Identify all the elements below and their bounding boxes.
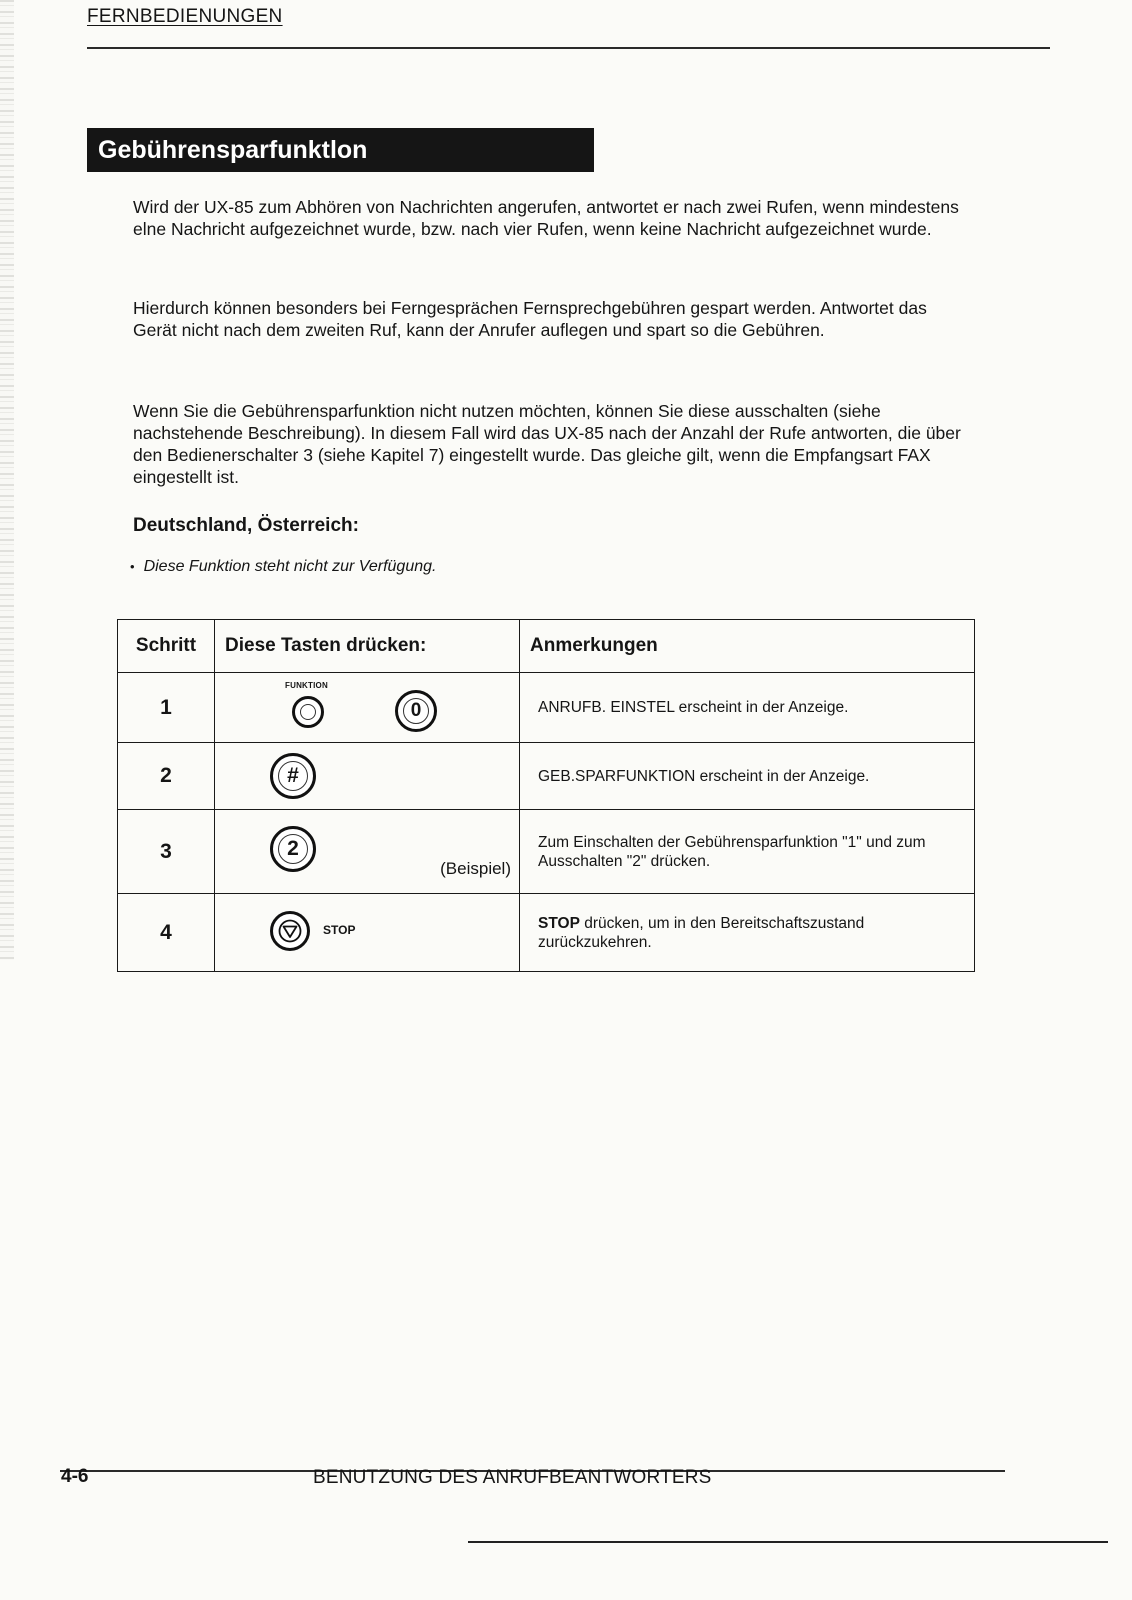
- country-subheading: Deutschland, Österreich:: [133, 515, 359, 536]
- note-cell: GEB.SPARFUNKTION erscheint in der Anzeige.: [520, 743, 975, 810]
- step-number: 1: [118, 673, 215, 743]
- table-row: [118, 894, 975, 972]
- keys-cell: [215, 673, 520, 743]
- function-key-icon: [292, 696, 324, 728]
- header-rule: [87, 47, 1050, 49]
- table-header-row: [118, 620, 975, 673]
- steps-table: [117, 619, 975, 972]
- paragraph-2: Hierdurch können besonders bei Ferngesprächen Fernsprechgebühren gespart werden. Antwortet das Gerät nicht nach dem zweiten Ruf, kann der Anrufer auflegen und spart so die Gebühren.: [133, 298, 927, 340]
- bullet-item: [130, 558, 436, 576]
- hash-key-icon: #: [270, 753, 316, 799]
- step-number: 3: [118, 810, 215, 894]
- running-header: FERNBEDIENUNGEN: [87, 6, 283, 27]
- note-bold: STOP: [538, 914, 580, 932]
- header-notes: Anmerkungen: [520, 620, 975, 673]
- step-number: 4: [118, 894, 215, 972]
- bullet-mark: •: [130, 559, 135, 574]
- keys-cell: [215, 894, 520, 972]
- scan-edge-artifact: [0, 0, 14, 960]
- stop-key-icon: [270, 911, 310, 951]
- keys-cell: [215, 743, 520, 810]
- bullet-text: Diese Funktion steht nicht zur Verfügung.: [143, 558, 437, 575]
- header-step: Schritt: [118, 620, 215, 673]
- example-label: (Beispiel): [440, 859, 511, 878]
- keys-cell: [215, 810, 520, 894]
- note-cell: [520, 894, 975, 972]
- bottom-rule: [468, 1541, 1108, 1543]
- paragraph-3: Wenn Sie die Gebührensparfunktion nicht nutzen möchten, können Sie diese ausschalten (siehe nachstehende Beschreibung). In diesem Fall wird das UX-85 nach der Anzahl der Rufe antworten, die über den Bedienerschalter 3 (siehe Kapitel 7) eingestellt wurde. Das gleiche gilt, wenn die Empfangsart FAX eingestellt ist.: [133, 401, 961, 487]
- note-cell: ANRUFB. EINSTEL erscheint in der Anzeige.: [520, 673, 975, 743]
- note-text: drücken, um in den Bereitschaftszustand zurückzukehren.: [538, 914, 865, 951]
- function-key-label: FUNKTION: [285, 681, 328, 690]
- note-cell: Zum Einschalten der Gebührensparfunktion "1" und zum Ausschalten "2" drücken.: [520, 810, 975, 894]
- digit-2-key-icon: 2: [270, 826, 316, 872]
- footer-title: BENUTZUNG DES ANRUFBEANTWORTERS: [313, 1467, 712, 1488]
- digit-0-key-icon: 0: [395, 690, 437, 732]
- table-row: [118, 743, 975, 810]
- header-keys: Diese Tasten drücken:: [215, 620, 520, 673]
- step-number: 2: [118, 743, 215, 810]
- stop-symbol-icon: [278, 919, 302, 943]
- stop-key-label: STOP: [323, 923, 356, 937]
- paragraph-1: Wird der UX-85 zum Abhören von Nachrichten angerufen, antwortet er nach zwei Rufen, wenn mindestens elne Nachricht aufgezeichnet wurde, bzw. nach vier Rufen, wenn keine Nachricht aufgezeichnet wurde.: [133, 197, 959, 239]
- section-title: Gebührensparfunktlon: [87, 128, 594, 172]
- table-row: [118, 810, 975, 894]
- table-row: [118, 673, 975, 743]
- page-number: 4-6: [61, 1466, 89, 1487]
